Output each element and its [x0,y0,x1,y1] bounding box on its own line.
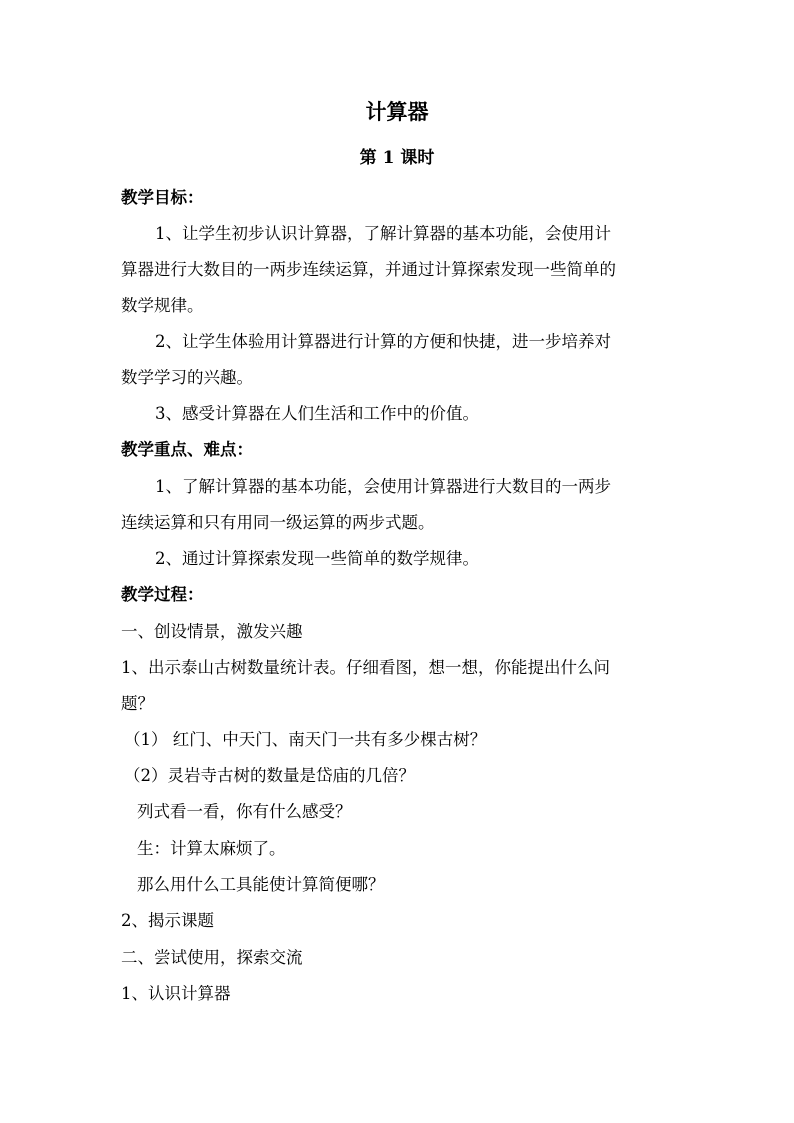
section-heading-key-points: 教学重点、难点： [121,440,253,459]
section-heading-process: 教学过程： [121,585,204,604]
document-title: 计算器 [365,99,429,124]
document-subtitle: 第 1 课时 [359,148,435,168]
paragraph-line: 1、认识计算器 [121,984,231,1003]
paragraph-line: 题？ [121,694,154,713]
paragraph-line: 一、创设情景，激发兴趣 [121,622,303,641]
paragraph-line: 列式看一看，你有什么感受？ [137,802,352,821]
paragraph-line: 那么用什么工具能使计算简便哪？ [137,875,385,894]
paragraph-line: （2）灵岩寺古树的数量是岱庙的几倍？ [124,766,415,785]
paragraph-line: 数学规律。 [121,296,204,315]
paragraph-line: 2、揭示课题 [121,911,214,930]
section-heading-objectives: 教学目标： [121,188,204,207]
paragraph-line: 2、让学生体验用计算器进行计算的方便和快捷，进一步培养对 [155,332,611,351]
paragraph-line: （1） 红门、中天门、南天门一共有多少棵古树？ [124,730,487,749]
paragraph-line: 1、了解计算器的基本功能，会使用计算器进行大数目的一两步 [155,477,611,496]
paragraph-line: 2、通过计算探索发现一些简单的数学规律。 [155,549,479,568]
paragraph-line: 1、出示泰山古树数量统计表。仔细看图，想一想，你能提出什么问 [121,658,610,677]
paragraph-line: 数学学习的兴趣。 [121,368,253,387]
paragraph-line: 连续运算和只有用同一级运算的两步式题。 [121,513,435,532]
paragraph-line: 二、尝试使用，探索交流 [121,948,303,967]
paragraph-line: 算器进行大数目的一两步连续运算，并通过计算探索发现一些简单的 [121,260,616,279]
paragraph-line: 生：计算太麻烦了。 [137,839,286,858]
paragraph-line: 1、让学生初步认识计算器，了解计算器的基本功能，会使用计 [155,224,611,243]
paragraph-line: 3、感受计算器在人们生活和工作中的价值。 [155,404,479,423]
